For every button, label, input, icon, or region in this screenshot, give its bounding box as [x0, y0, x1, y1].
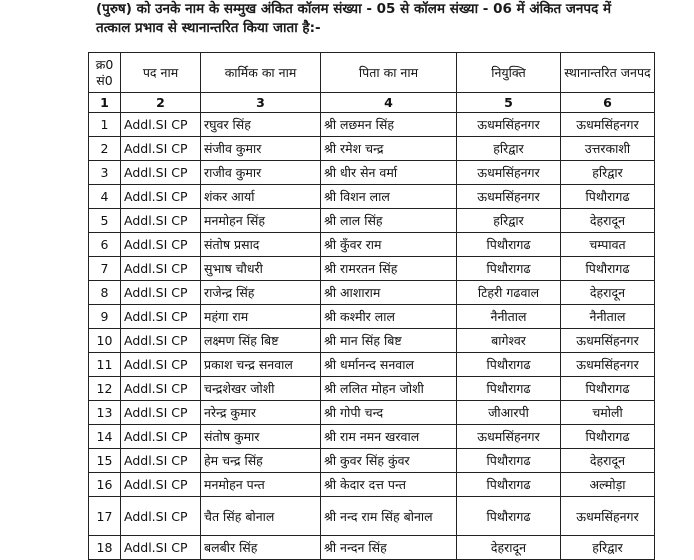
column-number: 4 [321, 93, 457, 113]
cell-employee-name: सुभाष चौधरी [201, 257, 321, 281]
cell-post: Addl.SI CP [121, 137, 201, 161]
cell-employee-name: राजेन्द्र सिंह [201, 281, 321, 305]
column-number: 2 [121, 93, 201, 113]
cell-transfer-district: चमोली [561, 401, 655, 425]
cell-employee-name: महंगा राम [201, 305, 321, 329]
table-row [89, 401, 655, 425]
cell-posting: ऊधमसिंहनगर [457, 185, 561, 209]
cell-post: Addl.SI CP [121, 473, 201, 497]
column-number: 1 [89, 93, 121, 113]
cell-transfer-district: पिथौरागढ [561, 257, 655, 281]
cell-post: Addl.SI CP [121, 209, 201, 233]
cell-transfer-district: पिथौरागढ [561, 425, 655, 449]
cell-posting: ऊधमसिंहनगर [457, 425, 561, 449]
cell-transfer-district: ऊधमसिंहनगर [561, 497, 655, 536]
cell-employee-name: रघुवर सिंह [201, 113, 321, 137]
cell-serial-number: 3 [89, 161, 121, 185]
cell-transfer-district: हरिद्वार [561, 161, 655, 185]
table-row [89, 113, 655, 137]
cell-post: Addl.SI CP [121, 329, 201, 353]
cell-serial-number: 8 [89, 281, 121, 305]
cell-post: Addl.SI CP [121, 377, 201, 401]
cell-transfer-district: देहरादून [561, 281, 655, 305]
cell-post: Addl.SI CP [121, 353, 201, 377]
cell-post: Addl.SI CP [121, 257, 201, 281]
cell-posting: नैनीताल [457, 305, 561, 329]
cell-serial-number: 15 [89, 449, 121, 473]
column-number: 3 [201, 93, 321, 113]
cell-employee-name: प्रकाश चन्द्र सनवाल [201, 353, 321, 377]
header-transfer-district: स्थानान्तरित जनपद [561, 53, 655, 93]
cell-posting: पिथौरागढ [457, 377, 561, 401]
column-number-row [89, 93, 655, 113]
cell-father-name: श्री राम नमन खरवाल [321, 425, 457, 449]
cell-post: Addl.SI CP [121, 233, 201, 257]
cell-father-name: श्री धीर सेन वर्मा [321, 161, 457, 185]
cell-employee-name: मनमोहन सिंह [201, 209, 321, 233]
cell-employee-name: हेम चन्द्र सिंह [201, 449, 321, 473]
cell-employee-name: लक्ष्मण सिंह बिष्ट [201, 329, 321, 353]
cell-father-name: श्री आशाराम [321, 281, 457, 305]
cell-transfer-district: देहरादून [561, 449, 655, 473]
table-row [89, 449, 655, 473]
cell-posting: हरिद्वार [457, 137, 561, 161]
cell-transfer-district: देहरादून [561, 209, 655, 233]
cell-transfer-district: पिथौरागढ [561, 377, 655, 401]
cell-transfer-district: अल्मोड़ा [561, 473, 655, 497]
cell-serial-number: 2 [89, 137, 121, 161]
cell-serial-number: 9 [89, 305, 121, 329]
cell-employee-name: संतोष कुमार [201, 425, 321, 449]
table-row [89, 377, 655, 401]
header-posting: नियुक्ति [457, 53, 561, 93]
cell-transfer-district: ऊधमसिंहनगर [561, 113, 655, 137]
header-father-name: पिता का नाम [321, 53, 457, 93]
header-post: पद नाम [121, 53, 201, 93]
cell-employee-name: संजीव कुमार [201, 137, 321, 161]
cell-serial-number: 17 [89, 497, 121, 536]
table-row [89, 425, 655, 449]
cell-post: Addl.SI CP [121, 281, 201, 305]
table-header-row [89, 53, 655, 93]
cell-post: Addl.SI CP [121, 449, 201, 473]
cell-father-name: श्री कश्मीर लाल [321, 305, 457, 329]
header-employee-name: कार्मिक का नाम [201, 53, 321, 93]
cell-father-name: श्री मान सिंह बिष्ट [321, 329, 457, 353]
cell-employee-name: चैत सिंह बोनाल [201, 497, 321, 536]
cell-post: Addl.SI CP [121, 425, 201, 449]
cell-serial-number: 5 [89, 209, 121, 233]
cell-father-name: श्री गोपी चन्द [321, 401, 457, 425]
cell-father-name: श्री नन्द राम सिंह बोनाल [321, 497, 457, 536]
cell-serial-number: 4 [89, 185, 121, 209]
cell-employee-name: संतोष प्रसाद [201, 233, 321, 257]
cell-father-name: श्री धर्मानन्द सनवाल [321, 353, 457, 377]
cell-posting: पिथौरागढ [457, 449, 561, 473]
cell-serial-number: 13 [89, 401, 121, 425]
cell-father-name: श्री ललित मोहन जोशी [321, 377, 457, 401]
cell-employee-name: शंकर आर्या [201, 185, 321, 209]
cell-transfer-district: उत्तरकाशी [561, 137, 655, 161]
table-row [89, 257, 655, 281]
intro-line-2: तत्काल प्रभाव से स्थानान्तरित किया जाता है:- [96, 20, 321, 36]
cell-father-name: श्री नन्दन सिंह [321, 536, 457, 560]
cell-posting: हरिद्वार [457, 209, 561, 233]
table-row [89, 233, 655, 257]
column-number: 5 [457, 93, 561, 113]
cell-serial-number: 10 [89, 329, 121, 353]
cell-serial-number: 14 [89, 425, 121, 449]
cell-posting: पिथौरागढ [457, 473, 561, 497]
table-row [89, 305, 655, 329]
table-row [89, 497, 655, 536]
cell-posting: ऊधमसिंहनगर [457, 161, 561, 185]
cell-posting: पिथौरागढ [457, 233, 561, 257]
cell-serial-number: 18 [89, 536, 121, 560]
cell-father-name: श्री रामरतन सिंह [321, 257, 457, 281]
cell-post: Addl.SI CP [121, 401, 201, 425]
cell-posting: पिथौरागढ [457, 257, 561, 281]
cell-employee-name: नरेन्द्र कुमार [201, 401, 321, 425]
cell-post: Addl.SI CP [121, 185, 201, 209]
table-row [89, 353, 655, 377]
cell-transfer-district: ऊधमसिंहनगर [561, 353, 655, 377]
cell-employee-name: राजीव कुमार [201, 161, 321, 185]
cell-father-name: श्री विशन लाल [321, 185, 457, 209]
cell-posting: ऊधमसिंहनगर [457, 113, 561, 137]
table-row [89, 329, 655, 353]
cell-father-name: श्री रमेश चन्द्र [321, 137, 457, 161]
column-number: 6 [561, 93, 655, 113]
cell-post: Addl.SI CP [121, 497, 201, 536]
cell-post: Addl.SI CP [121, 113, 201, 137]
transfer-table [88, 52, 655, 560]
cell-serial-number: 7 [89, 257, 121, 281]
cell-transfer-district: चम्पावत [561, 233, 655, 257]
cell-posting: जीआरपी [457, 401, 561, 425]
cell-father-name: श्री केदार दत्त पन्त [321, 473, 457, 497]
cell-serial-number: 16 [89, 473, 121, 497]
cell-serial-number: 11 [89, 353, 121, 377]
header-serial-number: क्र0 सं0 [89, 53, 121, 93]
cell-serial-number: 12 [89, 377, 121, 401]
cell-transfer-district: हरिद्वार [561, 536, 655, 560]
table-row [89, 536, 655, 560]
table-row [89, 161, 655, 185]
cell-father-name: श्री लछमन सिंह [321, 113, 457, 137]
cell-father-name: श्री कुँवर राम [321, 233, 457, 257]
cell-transfer-district: ऊधमसिंहनगर [561, 329, 655, 353]
cell-employee-name: मनमोहन पन्त [201, 473, 321, 497]
table-row [89, 281, 655, 305]
table-row [89, 137, 655, 161]
table-row [89, 185, 655, 209]
cell-employee-name: बलबीर सिंह [201, 536, 321, 560]
cell-post: Addl.SI CP [121, 305, 201, 329]
cell-transfer-district: नैनीताल [561, 305, 655, 329]
cell-posting: पिथौरागढ [457, 497, 561, 536]
table-row [89, 209, 655, 233]
cell-post: Addl.SI CP [121, 161, 201, 185]
cell-posting: पिथौरागढ [457, 353, 561, 377]
cell-father-name: श्री लाल सिंह [321, 209, 457, 233]
table-row [89, 473, 655, 497]
cell-father-name: श्री कुवर सिंह कुंवर [321, 449, 457, 473]
cell-post: Addl.SI CP [121, 536, 201, 560]
intro-paragraph [96, 0, 656, 38]
cell-posting: बागेश्वर [457, 329, 561, 353]
cell-posting: देहरादून [457, 536, 561, 560]
cell-posting: टिहरी गढवाल [457, 281, 561, 305]
cell-employee-name: चन्द्रशेखर जोशी [201, 377, 321, 401]
cell-serial-number: 6 [89, 233, 121, 257]
intro-line-1: (पुरुष) को उनके नाम के सम्मुख अंकित कॉलम संख्या - 05 से कॉलम संख्या - 06 में अंकित जनपद में [96, 1, 612, 17]
cell-transfer-district: पिथौरागढ [561, 185, 655, 209]
cell-serial-number: 1 [89, 113, 121, 137]
